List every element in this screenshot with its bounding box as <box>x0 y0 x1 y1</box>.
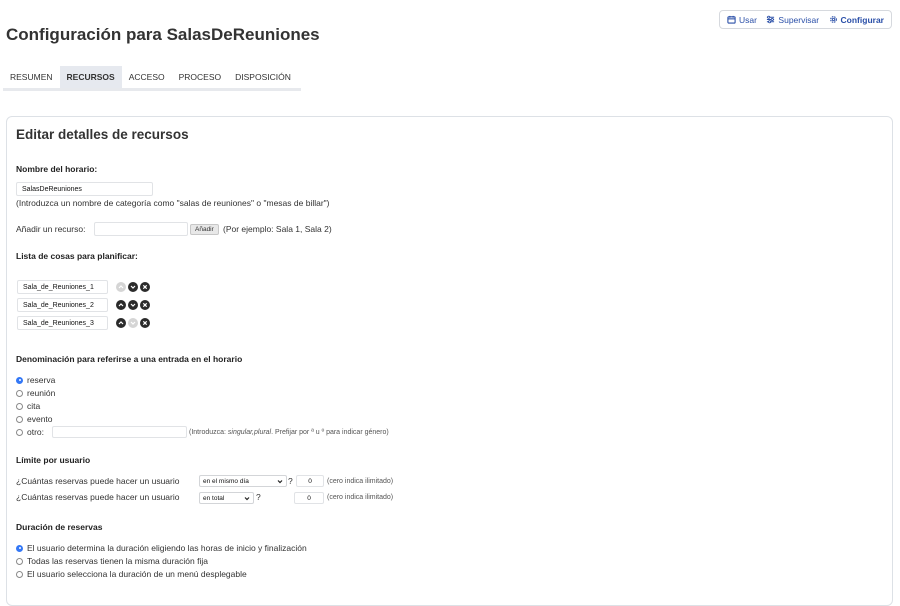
resource-name-input[interactable]: Sala_de_Reuniones_3 <box>17 316 108 330</box>
duration-option-start-end[interactable] <box>16 543 307 553</box>
tab-resumen[interactable]: RESUMEN <box>10 72 53 82</box>
tab-acceso[interactable]: ACCESO <box>128 72 165 82</box>
option-label: El usuario selecciona la duración de un menú desplegable <box>27 569 247 579</box>
radio-button[interactable] <box>16 416 23 423</box>
tab-recursos[interactable]: RECURSOS <box>60 66 122 88</box>
page-title: Configuración para SalasDeReuniones <box>6 25 320 44</box>
hint-italic: singular,plural <box>227 429 272 436</box>
list-item <box>17 280 150 294</box>
radio-button[interactable] <box>16 545 23 552</box>
denomination-label: Denominación para referirse a una entrada en el horario <box>16 354 243 364</box>
denomination-option-cita[interactable] <box>16 401 40 411</box>
hint-suffix: . Prefijar por ª u º para indicar género) <box>271 429 389 436</box>
delete-resource-button[interactable] <box>140 318 150 328</box>
delete-resource-button[interactable] <box>140 300 150 310</box>
hint-prefix: (Introduzca: <box>189 429 228 436</box>
tab-disposicion[interactable]: DISPOSICIÓN <box>235 72 291 82</box>
close-icon <box>142 320 148 326</box>
schedule-name-label: Nombre del horario: <box>16 164 98 174</box>
chevron-down-icon <box>130 320 136 326</box>
add-resource-label: Añadir un recurso: <box>16 224 86 234</box>
supervise-button[interactable] <box>766 15 819 25</box>
delete-resource-button[interactable] <box>140 282 150 292</box>
add-resource-button[interactable]: Añadir <box>190 224 219 235</box>
add-resource-input[interactable] <box>94 222 188 236</box>
limit-day-input[interactable]: 0 <box>296 475 324 487</box>
tab-proceso[interactable]: PROCESO <box>178 72 222 82</box>
question-mark: ? <box>288 476 293 486</box>
gear-icon <box>829 15 838 24</box>
supervise-label: Supervisar <box>778 14 820 25</box>
chevron-down-icon <box>130 284 136 290</box>
denomination-option-evento[interactable] <box>16 414 53 424</box>
option-label: reserva <box>27 375 56 385</box>
chevron-down-icon <box>277 479 283 484</box>
move-down-button <box>128 318 138 328</box>
chevron-up-icon <box>118 284 124 290</box>
select-value: en el mismo día <box>203 477 249 485</box>
calendar-icon <box>727 15 736 24</box>
close-icon <box>142 302 148 308</box>
duration-option-fixed[interactable] <box>16 556 208 566</box>
denomination-option-reunion[interactable] <box>16 388 55 398</box>
limit-question-day: ¿Cuántas reservas puede hacer un usuario <box>16 476 180 486</box>
configure-label: Configurar <box>840 14 884 25</box>
list-item <box>17 316 150 330</box>
denomination-option-reserva[interactable] <box>16 375 55 385</box>
use-button[interactable] <box>727 15 757 25</box>
option-label: Todas las reservas tienen la misma duración fija <box>27 556 208 566</box>
radio-button[interactable] <box>16 429 23 436</box>
radio-button[interactable] <box>16 571 23 578</box>
duration-option-menu[interactable] <box>16 569 247 579</box>
chevron-up-icon <box>118 320 124 326</box>
chevron-down-icon <box>244 496 250 501</box>
schedule-name-input[interactable]: SalasDeReuniones <box>16 182 153 196</box>
close-icon <box>142 284 148 290</box>
option-label: cita <box>27 401 41 411</box>
schedule-name-help: (Introduzca un nombre de categoría como "salas de reuniones" o "mesas de billar") <box>16 198 330 208</box>
other-denomination-input[interactable] <box>52 426 187 438</box>
radio-button[interactable] <box>16 390 23 397</box>
resource-details-panel <box>6 116 893 606</box>
move-up-button[interactable] <box>116 300 126 310</box>
option-label: evento <box>27 414 53 424</box>
denomination-option-otro[interactable] <box>16 427 44 437</box>
move-down-button[interactable] <box>128 282 138 292</box>
move-down-button[interactable] <box>128 300 138 310</box>
resource-name-input[interactable]: Sala_de_Reuniones_2 <box>17 298 108 312</box>
add-resource-example: (Por ejemplo: Sala 1, Sala 2) <box>223 224 332 234</box>
chevron-up-icon <box>118 302 124 308</box>
chevron-down-icon <box>130 302 136 308</box>
other-denomination-hint <box>189 429 389 436</box>
move-up-button <box>116 282 126 292</box>
panel-title: Editar detalles de recursos <box>16 127 189 142</box>
mode-toolbar <box>719 10 892 29</box>
limit-question-total: ¿Cuántas reservas puede hacer un usuario <box>16 492 180 502</box>
radio-button[interactable] <box>16 403 23 410</box>
user-limit-label: Límite por usuario <box>16 455 91 465</box>
tab-bar <box>3 66 301 91</box>
unlimited-note: (cero indica ilimitado) <box>327 478 394 485</box>
radio-button[interactable] <box>16 558 23 565</box>
unlimited-note: (cero indica ilimitado) <box>327 494 394 501</box>
duration-label: Duración de reservas <box>16 522 103 532</box>
resources-list-label: Lista de cosas para planificar: <box>16 251 138 261</box>
resource-name-input[interactable]: Sala_de_Reuniones_1 <box>17 280 108 294</box>
use-label: Usar <box>739 14 757 25</box>
option-label: otro: <box>27 427 45 437</box>
radio-button[interactable] <box>16 377 23 384</box>
move-up-button[interactable] <box>116 318 126 328</box>
sliders-icon <box>766 15 775 24</box>
configure-button[interactable] <box>829 15 884 25</box>
select-value: en total <box>203 494 225 502</box>
limit-period-select[interactable] <box>199 475 287 487</box>
option-label: El usuario determina la duración eligiendo las horas de inicio y finalización <box>27 543 307 553</box>
question-mark: ? <box>256 492 261 502</box>
limit-total-input[interactable]: 0 <box>294 492 324 504</box>
option-label: reunión <box>27 388 56 398</box>
limit-total-select[interactable] <box>199 492 254 504</box>
list-item <box>17 298 150 312</box>
